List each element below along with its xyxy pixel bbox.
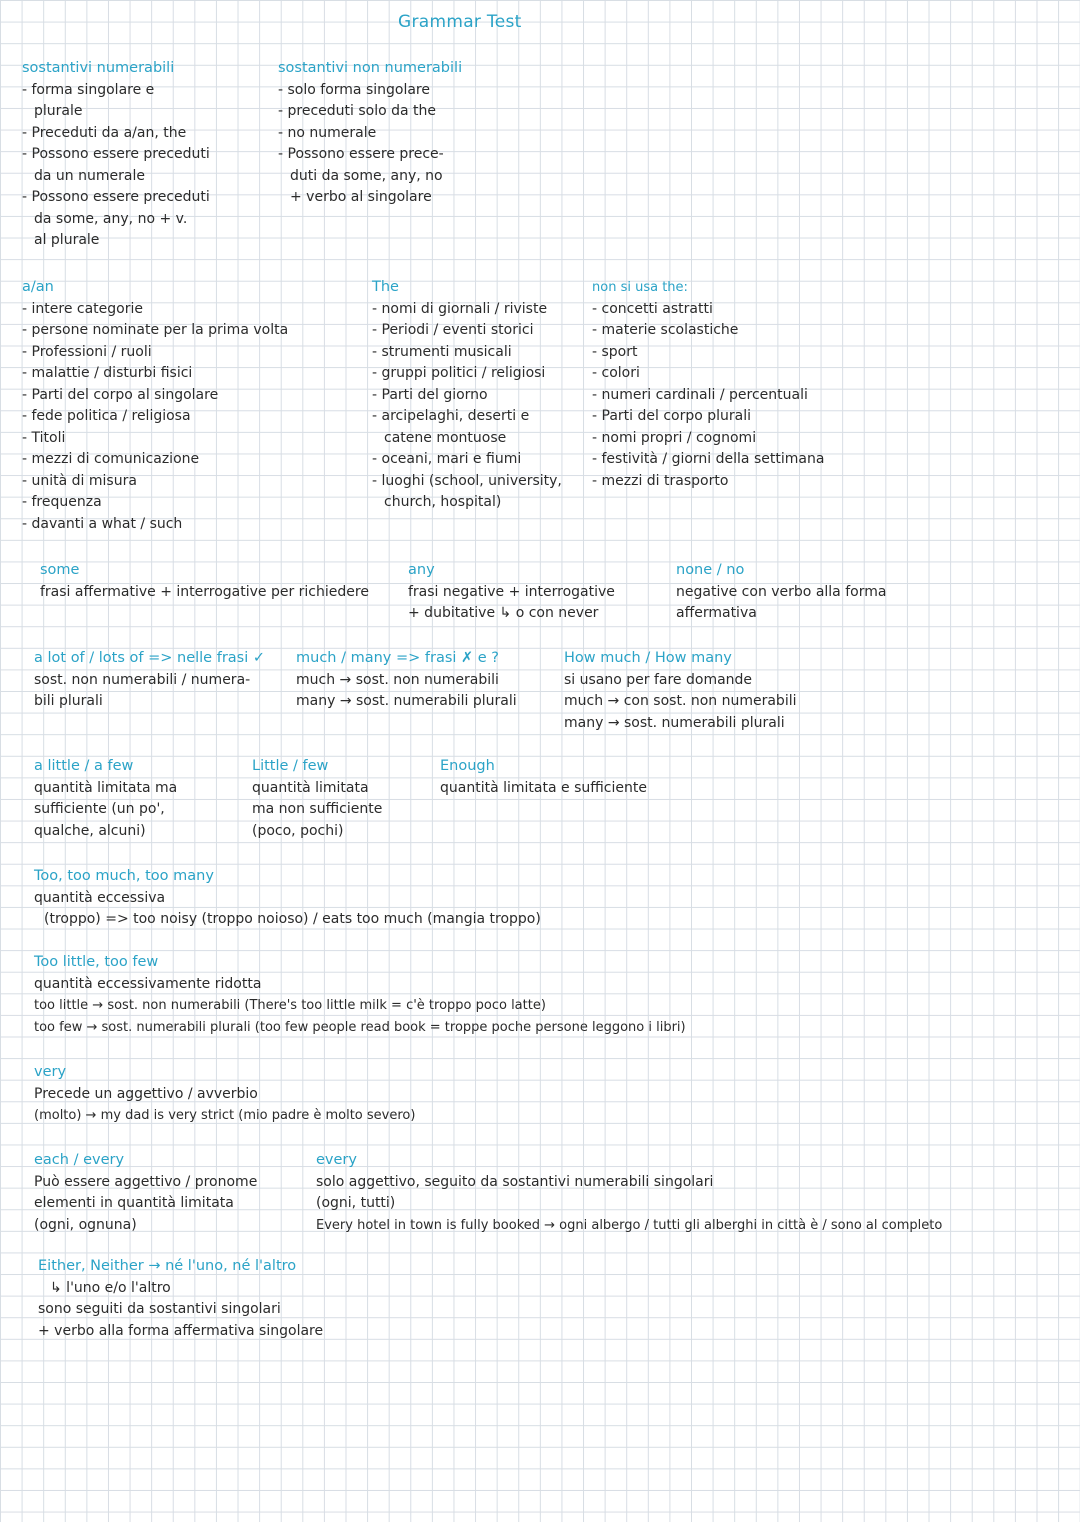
note-line: - frequenza [22,494,102,510]
note-line: - concetti astratti [592,300,713,317]
section-sostantivi-numerabili [22,58,262,252]
note-line: - sport [592,343,638,360]
note-line: - arcipelaghi, deserti e [372,408,530,424]
note-line: - numeri cardinali / percentuali [592,386,808,403]
section-too-little [34,952,774,1038]
note-line: - oceani, mari e fiumi [372,451,522,467]
note-line: - Preceduti da a/an, the [22,124,187,141]
note-line: - solo forma singolare [278,81,430,98]
section-either-neither [38,1256,398,1342]
note-line: - festività / giorni della settimana [592,451,825,467]
note-line: - Parti del corpo al singolare [22,386,219,403]
section-any [408,560,648,625]
note-line: - preceduti solo da the [278,103,437,119]
section-heading: some [40,562,80,578]
note-line: plurale [34,103,83,119]
note-line: ma non sufficiente [252,801,383,817]
note-line: + verbo al singolare [290,189,432,205]
section-heading: much / many => frasi ✗ e ? [296,650,500,666]
section-heading: Too, too much, too many [34,868,214,884]
note-line: quantità eccessivamente ridotta [34,975,262,992]
note-line: - Professioni / ruoli [22,343,152,360]
note-line: (poco, pochi) [252,822,344,839]
note-line: da some, any, no + v. [34,210,188,227]
section-how-much [564,648,824,734]
note-line: many → sost. numerabili plurali [564,714,785,731]
section-some [40,560,380,603]
note-line: - Possono essere prece- [278,146,444,162]
note-line: - Parti del corpo plurali [592,408,752,424]
note-line: - gruppi politici / religiosi [372,365,546,381]
note-line: - forma singolare e [22,81,155,98]
note-line: ↳ l'uno e/o l'altro [50,1279,171,1296]
section-heading: Too little, too few [34,954,159,970]
section-sostantivi-non-numerabili [278,58,538,209]
note-line: too few → sost. numerabili plurali (too few people read book = troppe poche persone leggono i libri) [34,1019,686,1035]
section-heading: every [316,1152,357,1168]
section-heading: very [34,1064,67,1080]
note-line: sono seguiti da sostantivi singolari [38,1301,281,1317]
section-none-no [676,560,916,625]
section-heading: a little / a few [34,758,134,774]
note-line: (molto) → my dad is very strict (mio padre è molto severo) [34,1108,416,1123]
note-line: affermativa [676,605,757,621]
section-heading: none / no [676,562,745,578]
note-line: - Possono essere preceduti [22,146,210,162]
note-line: (ogni, ognuna) [34,1216,137,1233]
note-line: - materie scolastiche [592,322,739,338]
section-too-much [34,866,554,931]
note-line: solo aggettivo, seguito da sostantivi numerabili singolari [316,1173,714,1190]
note-line: + dubitative ↳ o con never [408,605,599,621]
section-heading: each / every [34,1152,125,1168]
section-heading: Little / few [252,758,329,774]
note-line: - intere categorie [22,300,143,317]
note-line: many → sost. numerabili plurali [296,693,517,709]
note-line: - malattie / disturbi fisici [22,365,193,381]
section-heading: a lot of / lots of => nelle frasi ✓ [34,650,266,666]
note-line: negative con verbo alla forma [676,583,887,600]
section-a-lot-of [34,648,274,713]
note-line: - colori [592,365,640,381]
note-line: frasi affermative + interrogative per richiedere [40,583,369,600]
note-line: bili plurali [34,693,103,709]
note-line: - luoghi (school, university, [372,472,562,489]
note-line: (ogni, tutti) [316,1195,396,1211]
note-line: catene montuose [384,429,507,446]
section-heading: sostantivi non numerabili [278,60,463,76]
section-heading: The [372,279,399,295]
note-line: too little → sost. non numerabili (There's too little milk = c'è troppo poco latte) [34,998,546,1013]
note-line: Precede un aggettivo / avverbio [34,1085,258,1102]
note-line: quantità eccessiva [34,889,166,906]
section-every [316,1150,1066,1236]
note-line: - nomi di giornali / riviste [372,300,548,317]
note-line: - mezzi di comunicazione [22,451,200,467]
note-line: - Periodi / eventi storici [372,322,534,338]
note-line: sufficiente (un po', [34,801,165,817]
section-a-little [34,756,234,842]
section-heading: any [408,562,435,578]
section-each-every [34,1150,284,1236]
section-the [372,277,592,514]
page-title: Grammar Test [398,12,522,32]
note-line: al plurale [34,232,100,248]
section-much-many [296,648,536,713]
note-line: qualche, alcuni) [34,822,146,839]
note-line: - Possono essere preceduti [22,189,210,205]
section-heading: non si usa the: [592,280,688,295]
section-a-an [22,277,342,535]
note-line: elementi in quantità limitata [34,1195,234,1211]
note-line: - fede politica / religiosa [22,408,191,424]
note-line: sost. non numerabili / numera- [34,671,251,688]
section-heading: How much / How many [564,650,732,666]
note-line: - nomi propri / cognomi [592,429,757,446]
note-line: - persone nominate per la prima volta [22,322,289,338]
note-line: quantità limitata e sufficiente [440,779,647,796]
section-heading: Either, Neither → né l'uno, né l'altro [38,1258,297,1274]
note-line: - strumenti musicali [372,343,512,360]
section-little-few [252,756,432,842]
note-line: + verbo alla forma affermativa singolare [38,1322,324,1339]
note-line: - davanti a what / such [22,515,183,532]
section-enough [440,756,700,799]
note-line: much → con sost. non numerabili [564,693,797,709]
note-line: - unità di misura [22,472,137,489]
note-line: duti da some, any, no [290,167,443,184]
note-line: Every hotel in town is fully booked → ogni albergo / tutti gli alberghi in città è / sono al completo [316,1217,943,1233]
note-line: si usano per fare domande [564,671,753,688]
note-line: - Parti del giorno [372,386,488,403]
note-line: church, hospital) [384,494,502,510]
note-line: much → sost. non numerabili [296,671,499,688]
note-line: quantità limitata [252,779,369,796]
note-line: (troppo) => too noisy (troppo noioso) / eats too much (mangia troppo) [44,911,541,927]
section-very [34,1062,554,1127]
section-heading: sostantivi numerabili [22,60,175,76]
section-no-the [592,277,872,492]
note-line: - mezzi di trasporto [592,472,729,489]
note-line: da un numerale [34,167,145,184]
note-line: - no numerale [278,124,377,141]
note-line: Può essere aggettivo / pronome [34,1173,258,1190]
section-heading: a/an [22,279,54,295]
note-line: quantità limitata ma [34,779,178,796]
section-heading: Enough [440,758,495,774]
note-line: frasi negative + interrogative [408,583,615,600]
note-line: - Titoli [22,429,66,446]
